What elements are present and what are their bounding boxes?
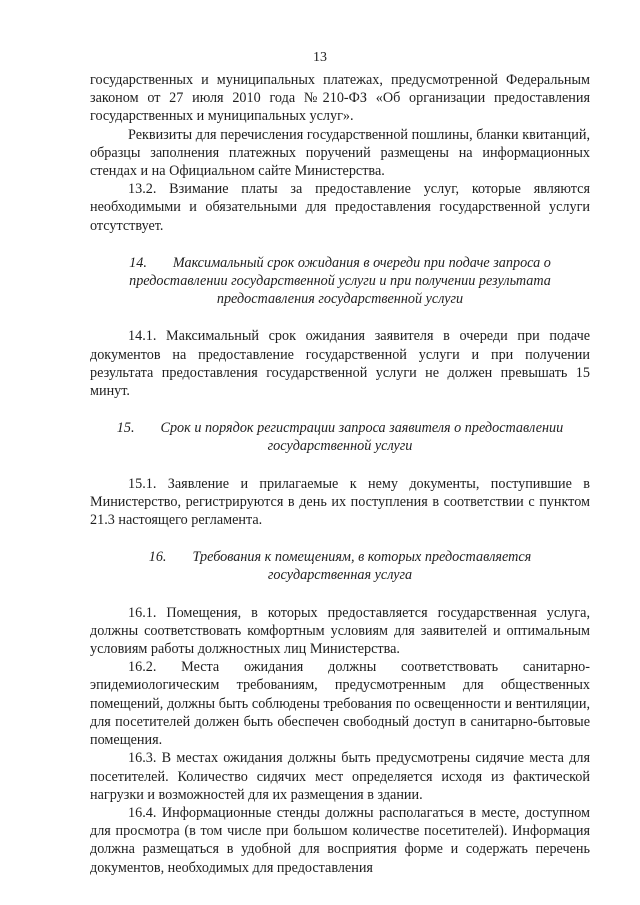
section-heading-16 — [90, 548, 590, 584]
page-number: 13 — [313, 50, 327, 65]
section-heading-14-line1: 14. Максимальный срок ожидания в очереди при подаче запроса о — [129, 254, 551, 271]
section-number-14: 14. — [129, 254, 147, 271]
section-heading-16-line2: государственная услуга — [267, 567, 413, 584]
paragraph-16-2: 16.2. Места ожидания должны соответствовать санитарно-эпидемиологическим требованиям, предусмотренным для общественных помещений, должны быть соблюдены требования по освещенности и вентиляции, для посетителей должен быть обеспечен свободный доступ в санитарно-бытовые помещения. — [90, 659, 590, 749]
paragraph-16-1: 16.1. Помещения, в которых предоставляется государственная услуга, должны соответствовать комфортным условиям для заявителей и оптимальным условиям работы должностных лиц Министерства. — [90, 604, 590, 658]
section-heading-14-line2: предоставлении государственной услуги и при получении результата — [129, 273, 551, 290]
paragraph-13-2: 13.2. Взимание платы за предоставление услуг, которые являются необходимыми и обязательными для предоставления государственной услуги отсутствует. — [90, 181, 590, 234]
section-heading-14-line3: предоставления государственной услуги — [216, 291, 464, 308]
section-heading-15-line1: 15. Срок и порядок регистрации запроса заявителя о предоставлении — [116, 420, 564, 437]
document-body — [90, 71, 590, 877]
section-heading-15 — [90, 419, 590, 455]
section-number-16: 16. — [148, 549, 167, 566]
section-heading-14 — [90, 254, 590, 309]
paragraph-payments-law: государственных и муниципальных платежах, предусмотренной Федеральным законом от 27 июля 2010 года №210-ФЗ «Об организации предоставления государственных и муниципальных услуг». — [90, 72, 590, 125]
paragraph-16-4: 16.4. Информационные стенды должны располагаться в месте, доступном для просмотра (в том числе при большом количестве посетителей). Информация должна размещаться в удобной для восприятия форме и содержать перечень документов, необходимых для предоставления — [90, 804, 590, 876]
section-heading-15-line2: государственной услуги — [267, 438, 413, 455]
paragraph-14-1: 14.1. Максимальный срок ожидания заявителя в очереди при подаче документов на предоставление государственной услуги и при получении результата предоставления государственной услуги не должен превышать 15 минут. — [90, 328, 590, 400]
section-heading-16-line1: 16. Требования к помещениям, в которых предоставляется — [148, 549, 532, 566]
paragraph-16-3: 16.3. В местах ожидания должны быть предусмотрены сидячие места для посетителей. Количество сидячих мест определяется исходя из фактической нагрузки и возможностей для их размещения в здании. — [90, 750, 590, 803]
paragraph-requisites: Реквизиты для перечисления государственной пошлины, бланки квитанций, образцы заполнения платежных поручений размещены на информационных стендах и на Официальном сайте Министерства. — [90, 126, 590, 180]
paragraph-15-1: 15.1. Заявление и прилагаемые к нему документы, поступившие в Министерство, регистрируются в день их поступления в соответствии с пунктом 21.3 настоящего регламента. — [90, 475, 590, 529]
section-number-15: 15. — [116, 420, 135, 437]
